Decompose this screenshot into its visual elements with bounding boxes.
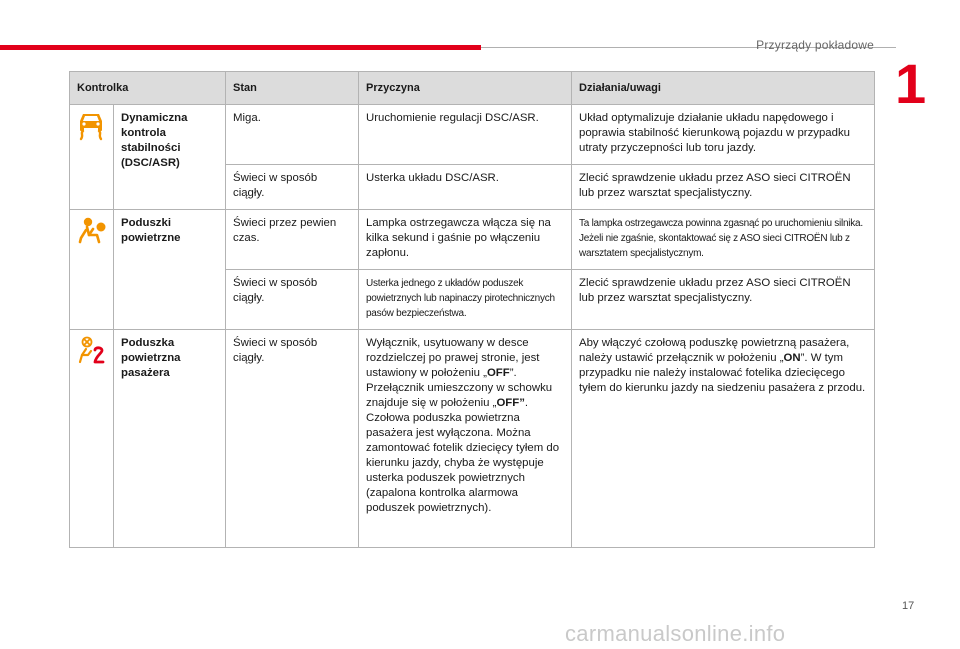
indicator-name: Poduszki powietrzne	[114, 210, 226, 330]
state-cell: Świeci w sposób ciągły.	[226, 330, 359, 548]
cause-text: . Czołowa poduszka powietrzna pasażera jest wyłączona. Można zamontować fotelik dziecięcy tyłem do kierunku jazdy, chyba że występuje usterka poduszek powietrznych (zapalona kontrolka alarmowa poduszek powietrznych).	[366, 397, 560, 514]
airbag-icon	[77, 216, 106, 244]
table-row	[70, 330, 875, 548]
cause-cell: Usterka układu DSC/ASR.	[359, 165, 572, 210]
state-cell: Miga.	[226, 105, 359, 165]
action-text: ”. W tym przypadku nie należy instalować fotelika dziecięcego tyłem do kierunku jazdy na siedzeniu pasażera z przodu.	[579, 352, 866, 394]
cause-text: Wyłącznik, usytuowany w desce rozdzielczej po prawej stronie, jest ustawiony w położeniu „	[366, 337, 540, 379]
state-cell: Świeci przez pewien czas.	[226, 210, 359, 270]
chapter-number: 1	[895, 52, 927, 115]
column-header-dzialania: Działania/uwagi	[572, 72, 875, 105]
indicator-name: Dynamiczna kontrola stabilności (DSC/ASR)	[114, 105, 226, 210]
cause-cell: Uruchomienie regulacji DSC/ASR.	[359, 105, 572, 165]
icon-cell	[70, 330, 114, 548]
icon-cell	[70, 105, 114, 210]
skid-car-icon	[77, 111, 106, 141]
action-cell: Zlecić sprawdzenie układu przez ASO sieci CITROËN lub przez warsztat specjalistyczny.	[572, 270, 875, 330]
cause-cell	[359, 330, 572, 548]
action-cell: Ta lampka ostrzegawcza powinna zgasnąć po uruchomieniu silnika. Jeżeli nie zgaśnie, skontaktować się z ASO sieci CITROËN lub z warsztatem specjalistycznym.	[572, 210, 875, 270]
state-cell: Świeci w sposób ciągły.	[226, 165, 359, 210]
cause-cell: Lampka ostrzegawcza włącza się na kilka sekund i gaśnie po włączeniu zapłonu.	[359, 210, 572, 270]
passenger-airbag-off-icon	[77, 336, 106, 364]
table-row	[70, 105, 875, 165]
table-row	[70, 210, 875, 270]
action-cell	[572, 330, 875, 548]
page-number: 17	[902, 600, 915, 612]
section-title: Przyrządy pokładowe	[756, 38, 874, 52]
action-cell: Układ optymalizuje działanie układu napędowego i poprawia stabilność kierunkową pojazdu w przypadku utraty przyczepności lub toru jazdy.	[572, 105, 875, 165]
warning-lights-table	[69, 71, 875, 548]
column-header-stan: Stan	[226, 72, 359, 105]
indicator-name: Poduszka powietrzna pasażera	[114, 330, 226, 548]
column-header-przyczyna: Przyczyna	[359, 72, 572, 105]
off-label: OFF	[486, 367, 510, 379]
action-text: Aby włączyć czołową poduszkę powietrzną pasażera, należy ustawić przełącznik w położeniu „	[579, 337, 850, 364]
on-label: ON	[783, 352, 801, 364]
column-header-kontrolka: Kontrolka	[70, 72, 226, 105]
state-cell: Świeci w sposób ciągły.	[226, 270, 359, 330]
cause-text: ”. Przełącznik umieszczony w schowku znajduje się w położeniu „	[366, 367, 553, 409]
cause-cell: Usterka jednego z układów poduszek powietrznych lub napinaczy pirotechnicznych pasów bezpieczeństwa.	[359, 270, 572, 330]
table-header-row	[70, 72, 875, 105]
watermark: carmanualsonline.info	[565, 621, 786, 646]
header-red-bar	[0, 45, 481, 50]
action-cell: Zlecić sprawdzenie układu przez ASO sieci CITROËN lub przez warsztat specjalistyczny.	[572, 165, 875, 210]
off-label: OFF”	[496, 397, 525, 409]
icon-cell	[70, 210, 114, 330]
